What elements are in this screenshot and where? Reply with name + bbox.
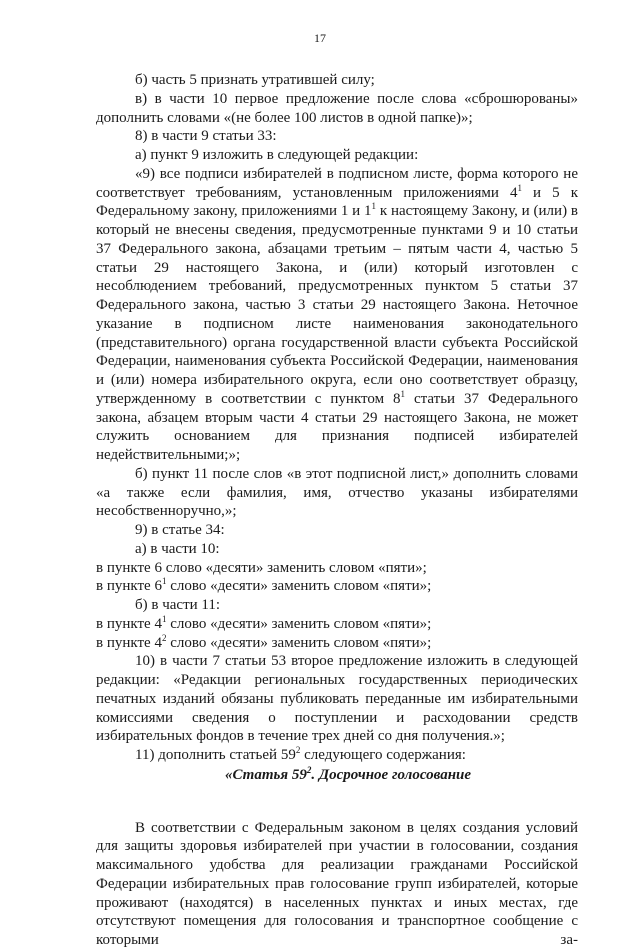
paragraph: 11) дополнить статьей $59^2$ следующего содержания: <box>135 745 466 763</box>
page-number: 17 <box>314 31 326 45</box>
spacer <box>96 785 578 819</box>
paragraph: б) в части 11: <box>135 597 221 613</box>
paragraph: в) в части 10 первое предложение после слова «сброшюрованы» дополнить словами «(не более 100 листов в одной папке)»; <box>96 90 578 126</box>
article-heading: «Статья $59^2$. Досрочное голосование <box>224 764 472 783</box>
article-paragraph: В соответствии с Федеральным законом в целях создания условий для защиты здоровья избирателей при участии в голосовании, создания максимального удобства для реализации гражданами Российской Федерации избирательных прав голосование групп избирателей, которые проживают (находятся) в населенных пунктах и иных местах, где отсутствуют помещения для голосования и транспортное сообщение с которыми за- <box>96 819 578 948</box>
paragraph: в пункте $4^2$ слово «десяти» заменить словом «пяти»; <box>96 632 432 651</box>
paragraph: в пункте $6^1$ слово «десяти» заменить словом «пяти»; <box>96 576 432 595</box>
page-content <box>96 71 578 950</box>
paragraph: 8) в части 9 статьи 33: <box>135 128 277 145</box>
paragraph: а) пункт 9 изложить в следующей редакции: <box>135 147 419 163</box>
paragraph: 10) в части 7 статьи 53 второе предложение изложить в следующей редакции: «Редакции региональных государственных периодических печатных изданий обязаны публиковать переданные им избирательными комиссиями сведения о поступлении и расходовании средств избирательных фондов в течение трех дней со дня получения.»; <box>96 653 578 745</box>
paragraph: «9) все подписи избирателей в подписном листе, форма которого не соответствует требованиям, установленным приложениями $4^1$ и 5 к Федеральному закону, приложениями 1 и $1^1$ к настоящему Закону, и (или) в который не внесены сведения, предусмотренные пунктами 9 и 10 статьи 37 Федерального закона, абзацами третьим – пятым части 4, частью 5 статьи 29 настоящего Закона, и (или) который изготовлен с несоблюдением требований, предусмотренных пунктом 5 статьи 37 Федерального закона, частью 3 статьи 29 настоящего Закона. Неточное указание в подписном листе наименования законодательного (представительного) органа государственной власти субъекта Российской Федерации, наименования субъекта Российской Федерации, наименования и (или) номера избирательного округа, если оно соответствует образцу, утвержденному в соответствии с пунктом $8^1$ статьи 37 Федерального закона, абзацем вторым части 4 статьи 29 настоящего Закона, не может служить основанием для признания подписей избирателей недействительными;»; <box>96 165 578 463</box>
paragraph: б) пункт 11 после слов «в этот подписной лист,» дополнить словами «а также если фамилия, имя, отчество указаны избирателями несобственноручно,»; <box>96 465 578 520</box>
paragraph: 9) в статье 34: <box>135 522 225 538</box>
paragraph: б) часть 5 признать утратившей силу; <box>135 72 375 88</box>
paragraph: в пункте 6 слово «десяти» заменить словом «пяти»; <box>96 559 427 576</box>
paragraph: в пункте $4^1$ слово «десяти» заменить словом «пяти»; <box>96 613 432 632</box>
paragraph: а) в части 10: <box>135 540 220 557</box>
